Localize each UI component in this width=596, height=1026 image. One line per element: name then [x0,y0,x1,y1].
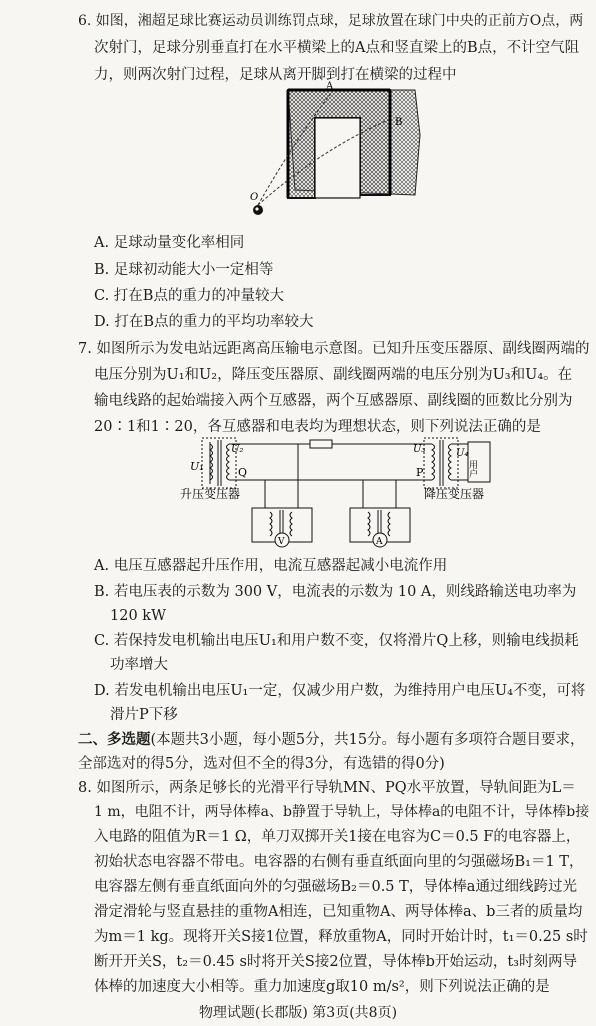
section-2-title: 二、多选题 [78,731,151,748]
section-2-desc-line-2: 全部选对的得5分，选对但不全的得3分，有选错的得0分) [78,756,445,772]
q6-option-c: C. 打在B点的重力的冲量较大 [94,288,284,304]
q6-stem-line-3: 力，则两次射门过程，足球从离开脚到打在横梁的过程中 [94,67,457,83]
q8-stem-line-6: 滑定滑轮与竖直悬挂的重物A相连，已知重物A、两导体棒a、b三者的质量均 [94,904,583,920]
q6-stem-line-1: 6. 如图，湘超足球比赛运动员训练罚点球，足球放置在球门中央的正前方O点，两 [78,13,584,29]
q8-stem-line-7: 为m＝1 kg。现将开关S接1位置，释放重物A，同时开始计时，t₁＝0.25 s时 [94,929,588,945]
goal-figure [240,80,430,225]
q6-option-d: D. 打在B点的重力的平均功率较大 [94,314,314,330]
q8-stem-line-8: 断开开关S，t₂＝0.45 s时将开关S接2位置，导体棒b开始运动，t₃时刻两导 [94,954,577,970]
q7-option-c-line-1: C. 若保持发电机输出电压U₁和用户数不变，仅将滑片Q上移，则输电线损耗 [94,633,579,649]
q8-stem-line-5: 电容器左侧有垂直纸面向外的匀强磁场B₂＝0.5 T，导体棒a通过细线跨过光 [94,879,577,895]
q6-stem-line-2: 次射门，足球分别垂直打在水平横梁上的A点和竖直梁上的B点，不计空气阻 [94,40,580,56]
voltmeter-label: V [278,537,285,547]
q7-stem-line-4: 20∶1和1∶20，各互感器和电表均为理想状态，则下列说法正确的是 [94,419,541,435]
point-b-label: B [395,117,403,128]
step-up-transformer-label: 升压变压器 [180,487,241,501]
q7-stem-line-1: 7. 如图所示为发电站远距离高压输电示意图。已知升压变压器原、副线圈两端的 [78,341,590,357]
ammeter-label: A [376,537,383,547]
q7-option-b-line-2: 120 kW [110,608,166,624]
transmission-circuit-figure [180,436,500,556]
q7-option-d-line-2: 滑片P下移 [110,707,178,723]
q7-stem-line-2: 电压分别为U₁和U₂，降压变压器原、副线圈两端的电压分别为U₃和U₄。在 [94,367,573,383]
page-footer: 物理试题(长郡版) 第3页(共8页) [198,1005,398,1021]
q6-option-b: B. 足球初动能大小一定相等 [94,262,274,278]
section-2-desc: (本题共3小题，每小题5分，共15分。每小题有多项符合题目要求， [150,732,585,748]
point-o-label: O [250,192,259,203]
q7-option-c-line-2: 功率增大 [110,657,168,673]
q7-stem-line-3: 输电线路的起始端接入两个互感器，两个互感器原、副线圈的匝数比分别为 [94,393,573,409]
q8-stem-line-4: 初始状态电容器不带电。电容器的右侧有垂直纸面向里的匀强磁场B₁＝1 T， [94,854,584,870]
u1-label: U₁ [190,460,204,473]
point-a-label: A [326,81,334,92]
q8-stem-line-9: 体棒的加速度大小相等。重力加速度g取10 m/s²，则下列说法正确的是 [94,979,550,995]
user-label: 用户 [467,460,477,478]
section-2-header [78,729,585,751]
q8-stem-line-3: 入电路的阻值为R＝1 Ω，单刀双掷开关1接在电容为C＝0.5 F的电容器上， [94,829,581,845]
u3-label: U₃ [413,444,426,455]
q7-option-b-line-1: B. 若电压表的示数为 300 V，电流表的示数为 10 A，则线路输送电功率为 [94,584,577,600]
slider-p-label: P [416,466,424,479]
q6-option-a: A. 足球动量变化率相同 [94,235,245,251]
step-down-transformer-label: 降压变压器 [424,487,485,501]
q8-stem-line-1: 8. 如图所示，两条足够长的光滑平行导轨MN、PQ水平放置，导轨间距为L＝ [78,780,576,796]
q7-option-d-line-1: D. 若发电机输出电压U₁一定，仅减少用户数，为维持用户电压U₄不变，可将 [94,683,586,699]
u4-label: U₄ [456,448,469,459]
slider-q-label: Q [238,466,248,479]
u2-label: U₂ [231,444,244,455]
q7-option-a: A. 电压互感器起升压作用，电流互感器起减小电流作用 [94,558,448,574]
q8-stem-line-2: 1 m，电阻不计，两导体棒a、b静置于导轨上，导体棒a的电阻不计，导体棒b接 [94,804,590,820]
